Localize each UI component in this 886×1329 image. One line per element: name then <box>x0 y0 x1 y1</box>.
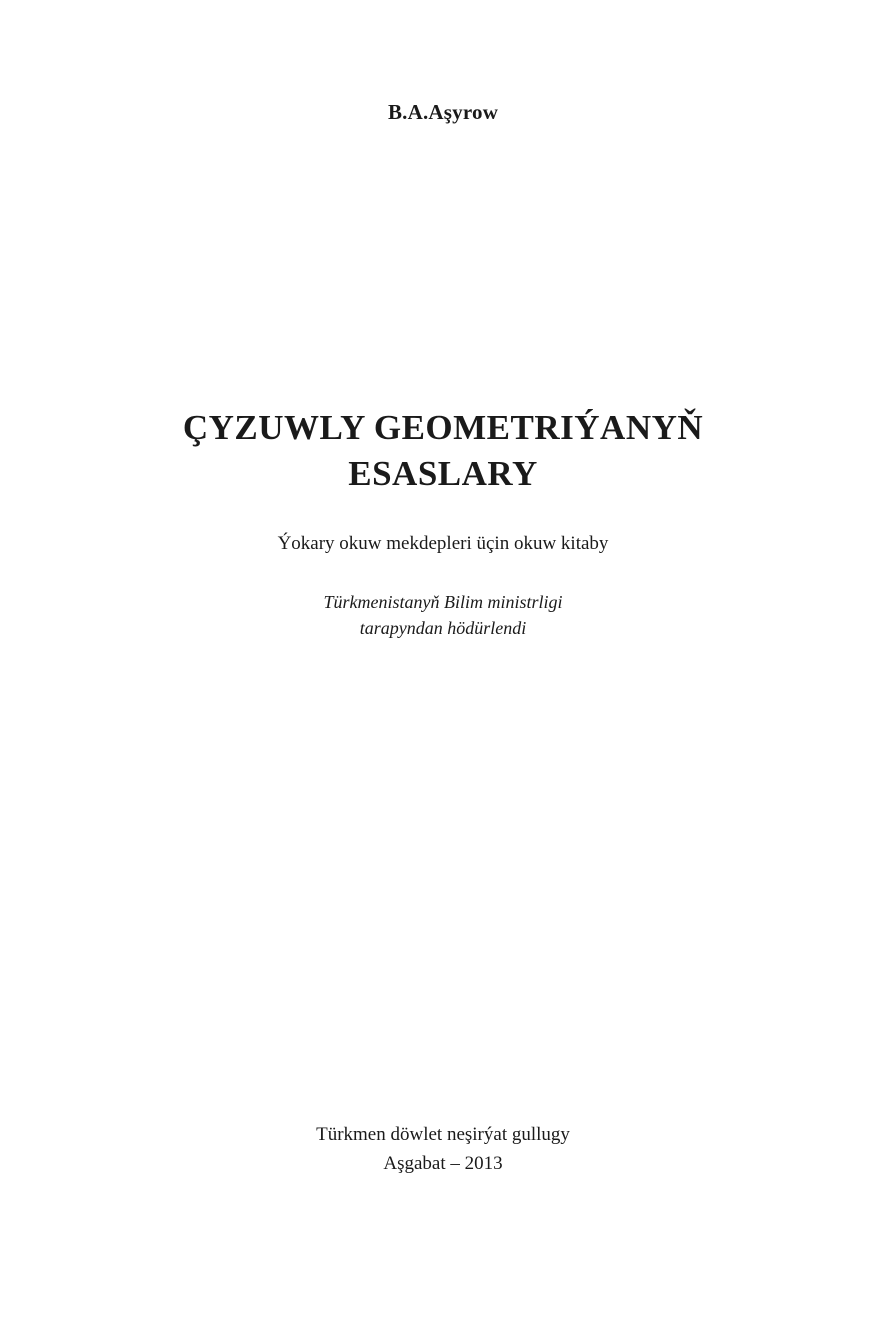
endorsement-line-1: Türkmenistanyň Bilim ministrligi <box>323 592 563 612</box>
publisher-name: Türkmen döwlet neşirýat gullugy <box>316 1124 570 1145</box>
book-subtitle: Ýokary okuw mekdepleri üçin okuw kitaby <box>277 533 609 554</box>
endorsement-note <box>0 589 886 641</box>
imprint <box>0 1120 886 1179</box>
endorsement-line-2: tarapyndan hödürlendi <box>359 618 527 639</box>
place-and-year: Aşgabat – 2013 <box>383 1153 503 1175</box>
book-title-line-1: ÇYZUWLY GEOMETRIÝANYŇ <box>182 408 704 447</box>
book-title <box>0 405 886 497</box>
book-title-line-2: ESASLARY <box>348 454 538 494</box>
author-name: B.A.Aşyrow <box>387 100 499 124</box>
